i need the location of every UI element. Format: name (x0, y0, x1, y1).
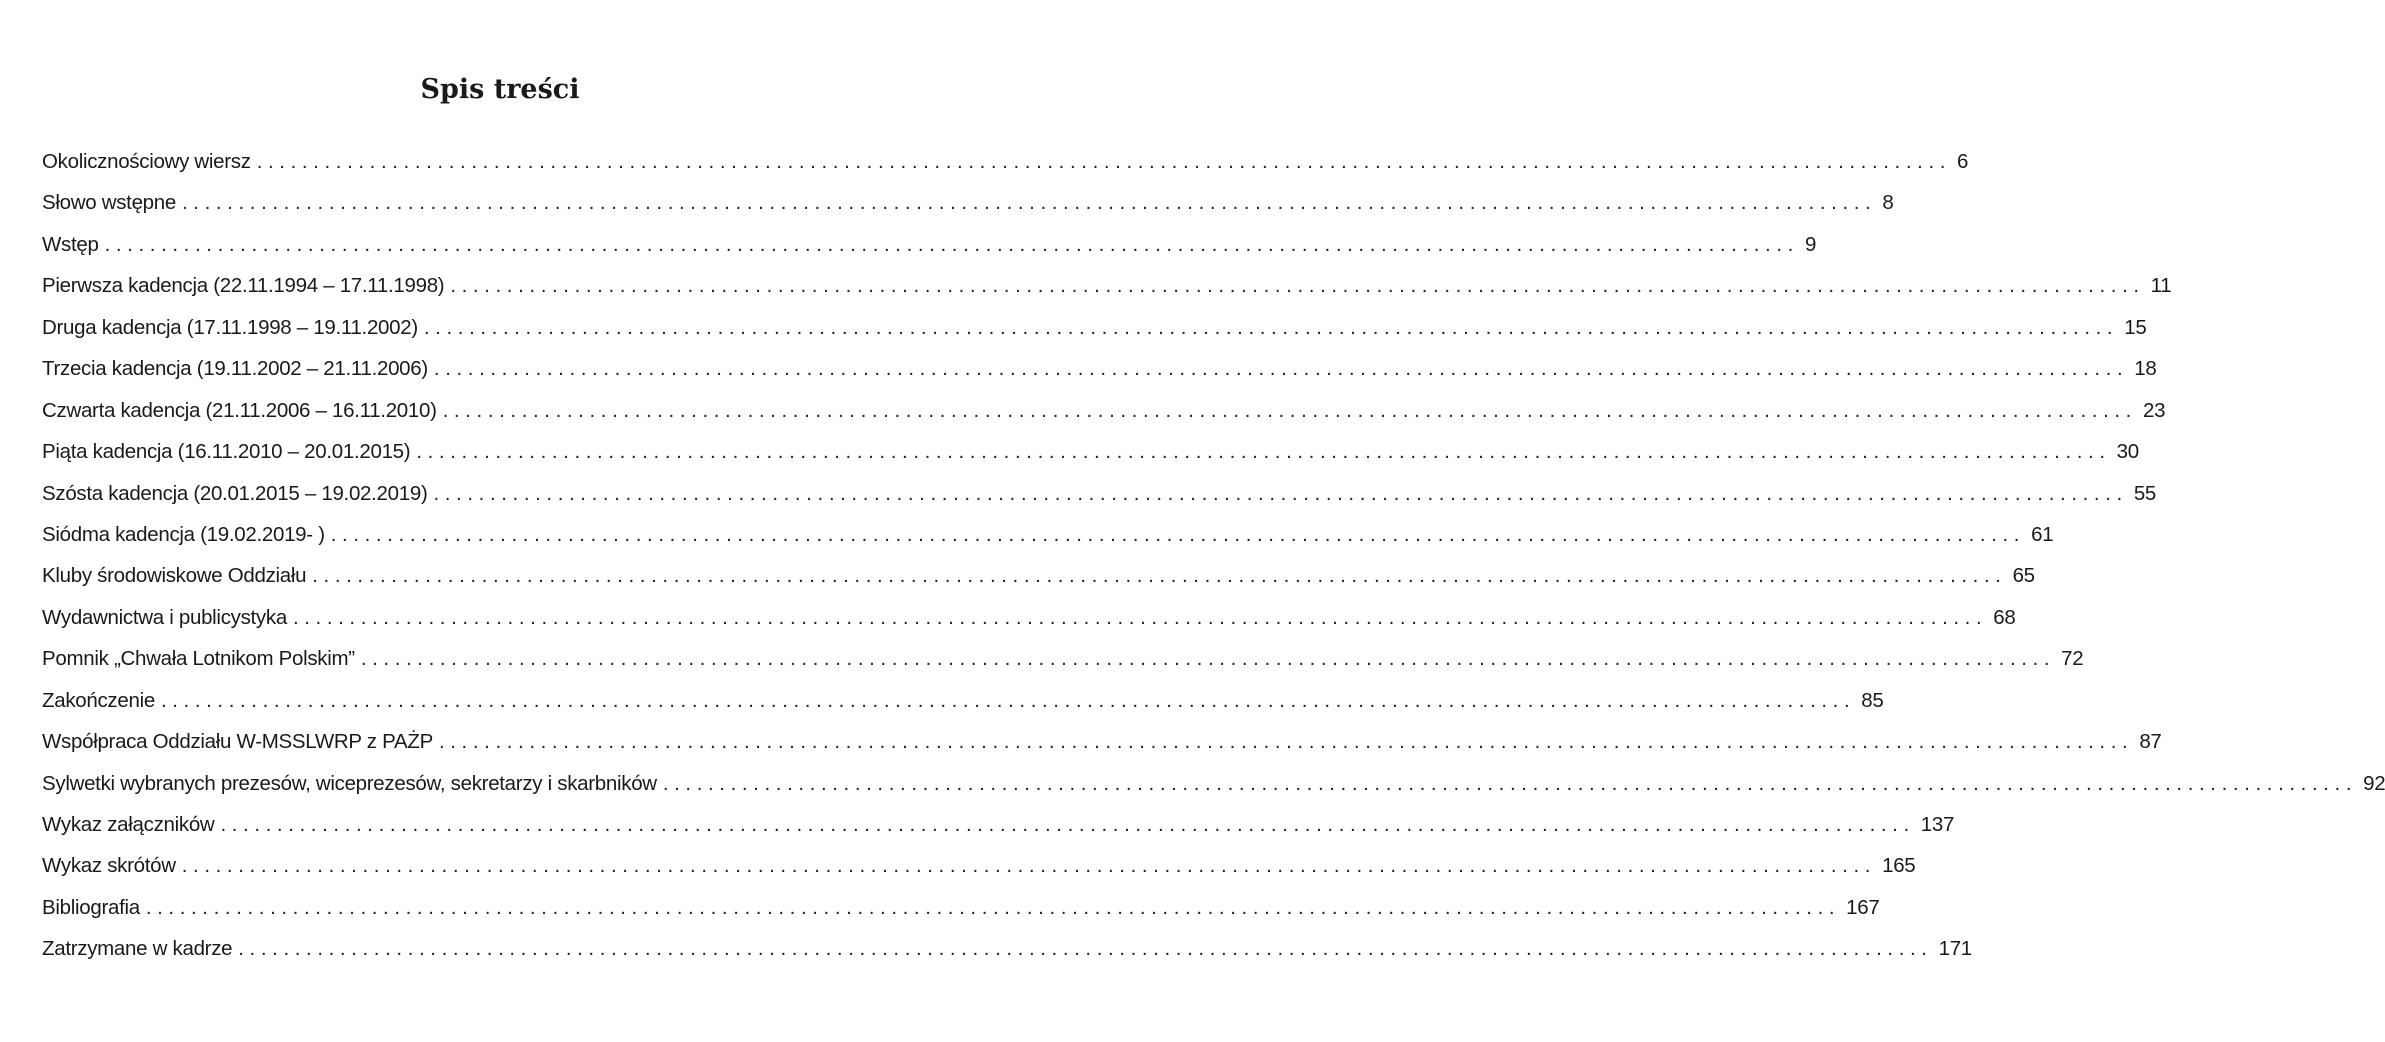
toc-entry-title: Współpraca Oddziału W-MSSLWRP z PAŻP (42, 730, 433, 754)
toc-entry[interactable] (42, 440, 2139, 481)
toc-entry[interactable] (42, 564, 2035, 605)
toc-entry-page: 85 (1861, 688, 1884, 712)
toc-entry-title: Szósta kadencja (20.01.2015 – 19.02.2019) (42, 481, 428, 505)
dot-leader: ...................................................................................................................................................... (433, 481, 2128, 505)
toc-entry-title: Druga kadencja (17.11.1998 – 19.11.2002) (42, 315, 418, 339)
toc-entry[interactable] (42, 854, 1916, 895)
dot-leader: ...................................................................................................................................................... (662, 771, 2358, 795)
toc-entry[interactable] (42, 481, 2157, 523)
dot-leader: ...................................................................................................................................................... (423, 315, 2119, 339)
toc-entry-page: 6 (1957, 150, 1969, 173)
table-of-contents (42, 150, 2385, 979)
toc-entry-title: Zakończenie (42, 688, 155, 712)
toc-entry-page: 11 (2150, 274, 2172, 298)
toc-entry-page: 55 (2133, 481, 2157, 505)
toc-entry[interactable] (42, 647, 2084, 688)
page-title: Spis treści (420, 74, 580, 106)
toc-entry-title: Wstęp (42, 232, 99, 256)
dot-leader: ...................................................................................................................................................... (220, 813, 1915, 836)
toc-entry-title: Kluby środowiskowe Oddziału (42, 564, 307, 588)
toc-entry-title: Piąta kadencja (16.11.2010 – 20.01.2015) (42, 440, 411, 464)
toc-entry-title: Zatrzymane w kadrze (42, 937, 233, 961)
toc-entry[interactable] (42, 398, 2166, 440)
dot-leader: ...................................................................................................................................................... (160, 688, 1856, 712)
toc-entry[interactable] (42, 688, 1884, 730)
dot-leader: ...................................................................................................................................................... (330, 522, 2026, 546)
dot-leader: ...................................................................................................................................................... (433, 357, 2129, 381)
toc-entry[interactable] (42, 771, 2385, 813)
toc-entry-page: 68 (1993, 605, 2016, 629)
dot-leader: ...................................................................................................................................................... (450, 274, 2145, 298)
toc-entry-title: Wykaz załączników (42, 813, 215, 836)
toc-entry-page: 65 (2012, 564, 2035, 588)
dot-leader: ...................................................................................................................................................... (416, 440, 2111, 464)
dot-leader: ...................................................................................................................................................... (182, 191, 1877, 215)
toc-entry-title: Czwarta kadencja (21.11.2006 – 16.11.2010) (42, 398, 437, 422)
dot-leader: ...................................................................................................................................................... (104, 232, 1799, 256)
toc-entry[interactable] (42, 522, 2054, 564)
toc-entry-page: 92 (2363, 771, 2385, 795)
toc-entry[interactable] (42, 605, 2016, 647)
toc-entry-title: Siódma kadencja (19.02.2019- ) (42, 522, 325, 546)
toc-entry[interactable] (42, 191, 1894, 232)
toc-entry[interactable] (42, 232, 1817, 274)
dot-leader: ...................................................................................................................................................... (181, 854, 1877, 878)
dot-leader: ...................................................................................................................................................... (292, 605, 1988, 629)
dot-leader: ...................................................................................................................................................... (256, 150, 1952, 173)
toc-entry[interactable] (42, 813, 1955, 854)
toc-entry[interactable] (42, 150, 1969, 191)
toc-entry-title: Pierwsza kadencja (22.11.1994 – 17.11.1998) (42, 274, 445, 298)
dot-leader: ...................................................................................................................................................... (442, 398, 2137, 422)
toc-entry-page: 8 (1882, 191, 1894, 215)
dot-leader: ...................................................................................................................................................... (438, 730, 2134, 754)
toc-entry-page: 61 (2031, 522, 2054, 546)
toc-entry-title: Okolicznościowy wiersz (42, 150, 251, 173)
dot-leader: ...................................................................................................................................................... (238, 937, 1933, 961)
dot-leader: ...................................................................................................................................................... (312, 564, 2007, 588)
toc-entry-title: Słowo wstępne (42, 191, 176, 215)
toc-entry[interactable] (42, 357, 2157, 398)
toc-entry[interactable] (42, 730, 2162, 771)
toc-entry[interactable] (42, 274, 2172, 315)
toc-entry-title: Trzecia kadencja (19.11.2002 – 21.11.2006) (42, 357, 428, 381)
dot-leader: ...................................................................................................................................................... (145, 895, 1841, 919)
toc-entry-title: Pomnik „Chwała Lotnikom Polskim” (42, 647, 355, 671)
toc-entry-page: 171 (1938, 937, 1972, 961)
dot-leader: ...................................................................................................................................................... (360, 647, 2056, 671)
toc-entry[interactable] (42, 895, 1880, 937)
toc-entry[interactable] (42, 315, 2147, 357)
toc-entry-page: 15 (2124, 315, 2147, 339)
toc-entry-page: 72 (2061, 647, 2084, 671)
toc-entry-page: 23 (2142, 398, 2166, 422)
toc-entry-title: Sylwetki wybranych prezesów, wiceprezesów, sekretarzy i skarbników (42, 771, 657, 795)
toc-entry-page: 18 (2134, 357, 2157, 381)
toc-entry-page: 9 (1804, 232, 1817, 256)
toc-entry-title: Bibliografia (42, 895, 140, 919)
toc-entry-title: Wykaz skrótów (42, 854, 176, 878)
toc-entry-page: 167 (1846, 895, 1880, 919)
toc-entry-page: 165 (1882, 854, 1916, 878)
toc-entry-page: 137 (1920, 813, 1955, 836)
toc-entry-page: 87 (2139, 730, 2162, 754)
toc-entry-title: Wydawnictwa i publicystyka (42, 605, 287, 629)
toc-entry-page: 30 (2116, 440, 2139, 464)
toc-entry[interactable] (42, 937, 1972, 978)
